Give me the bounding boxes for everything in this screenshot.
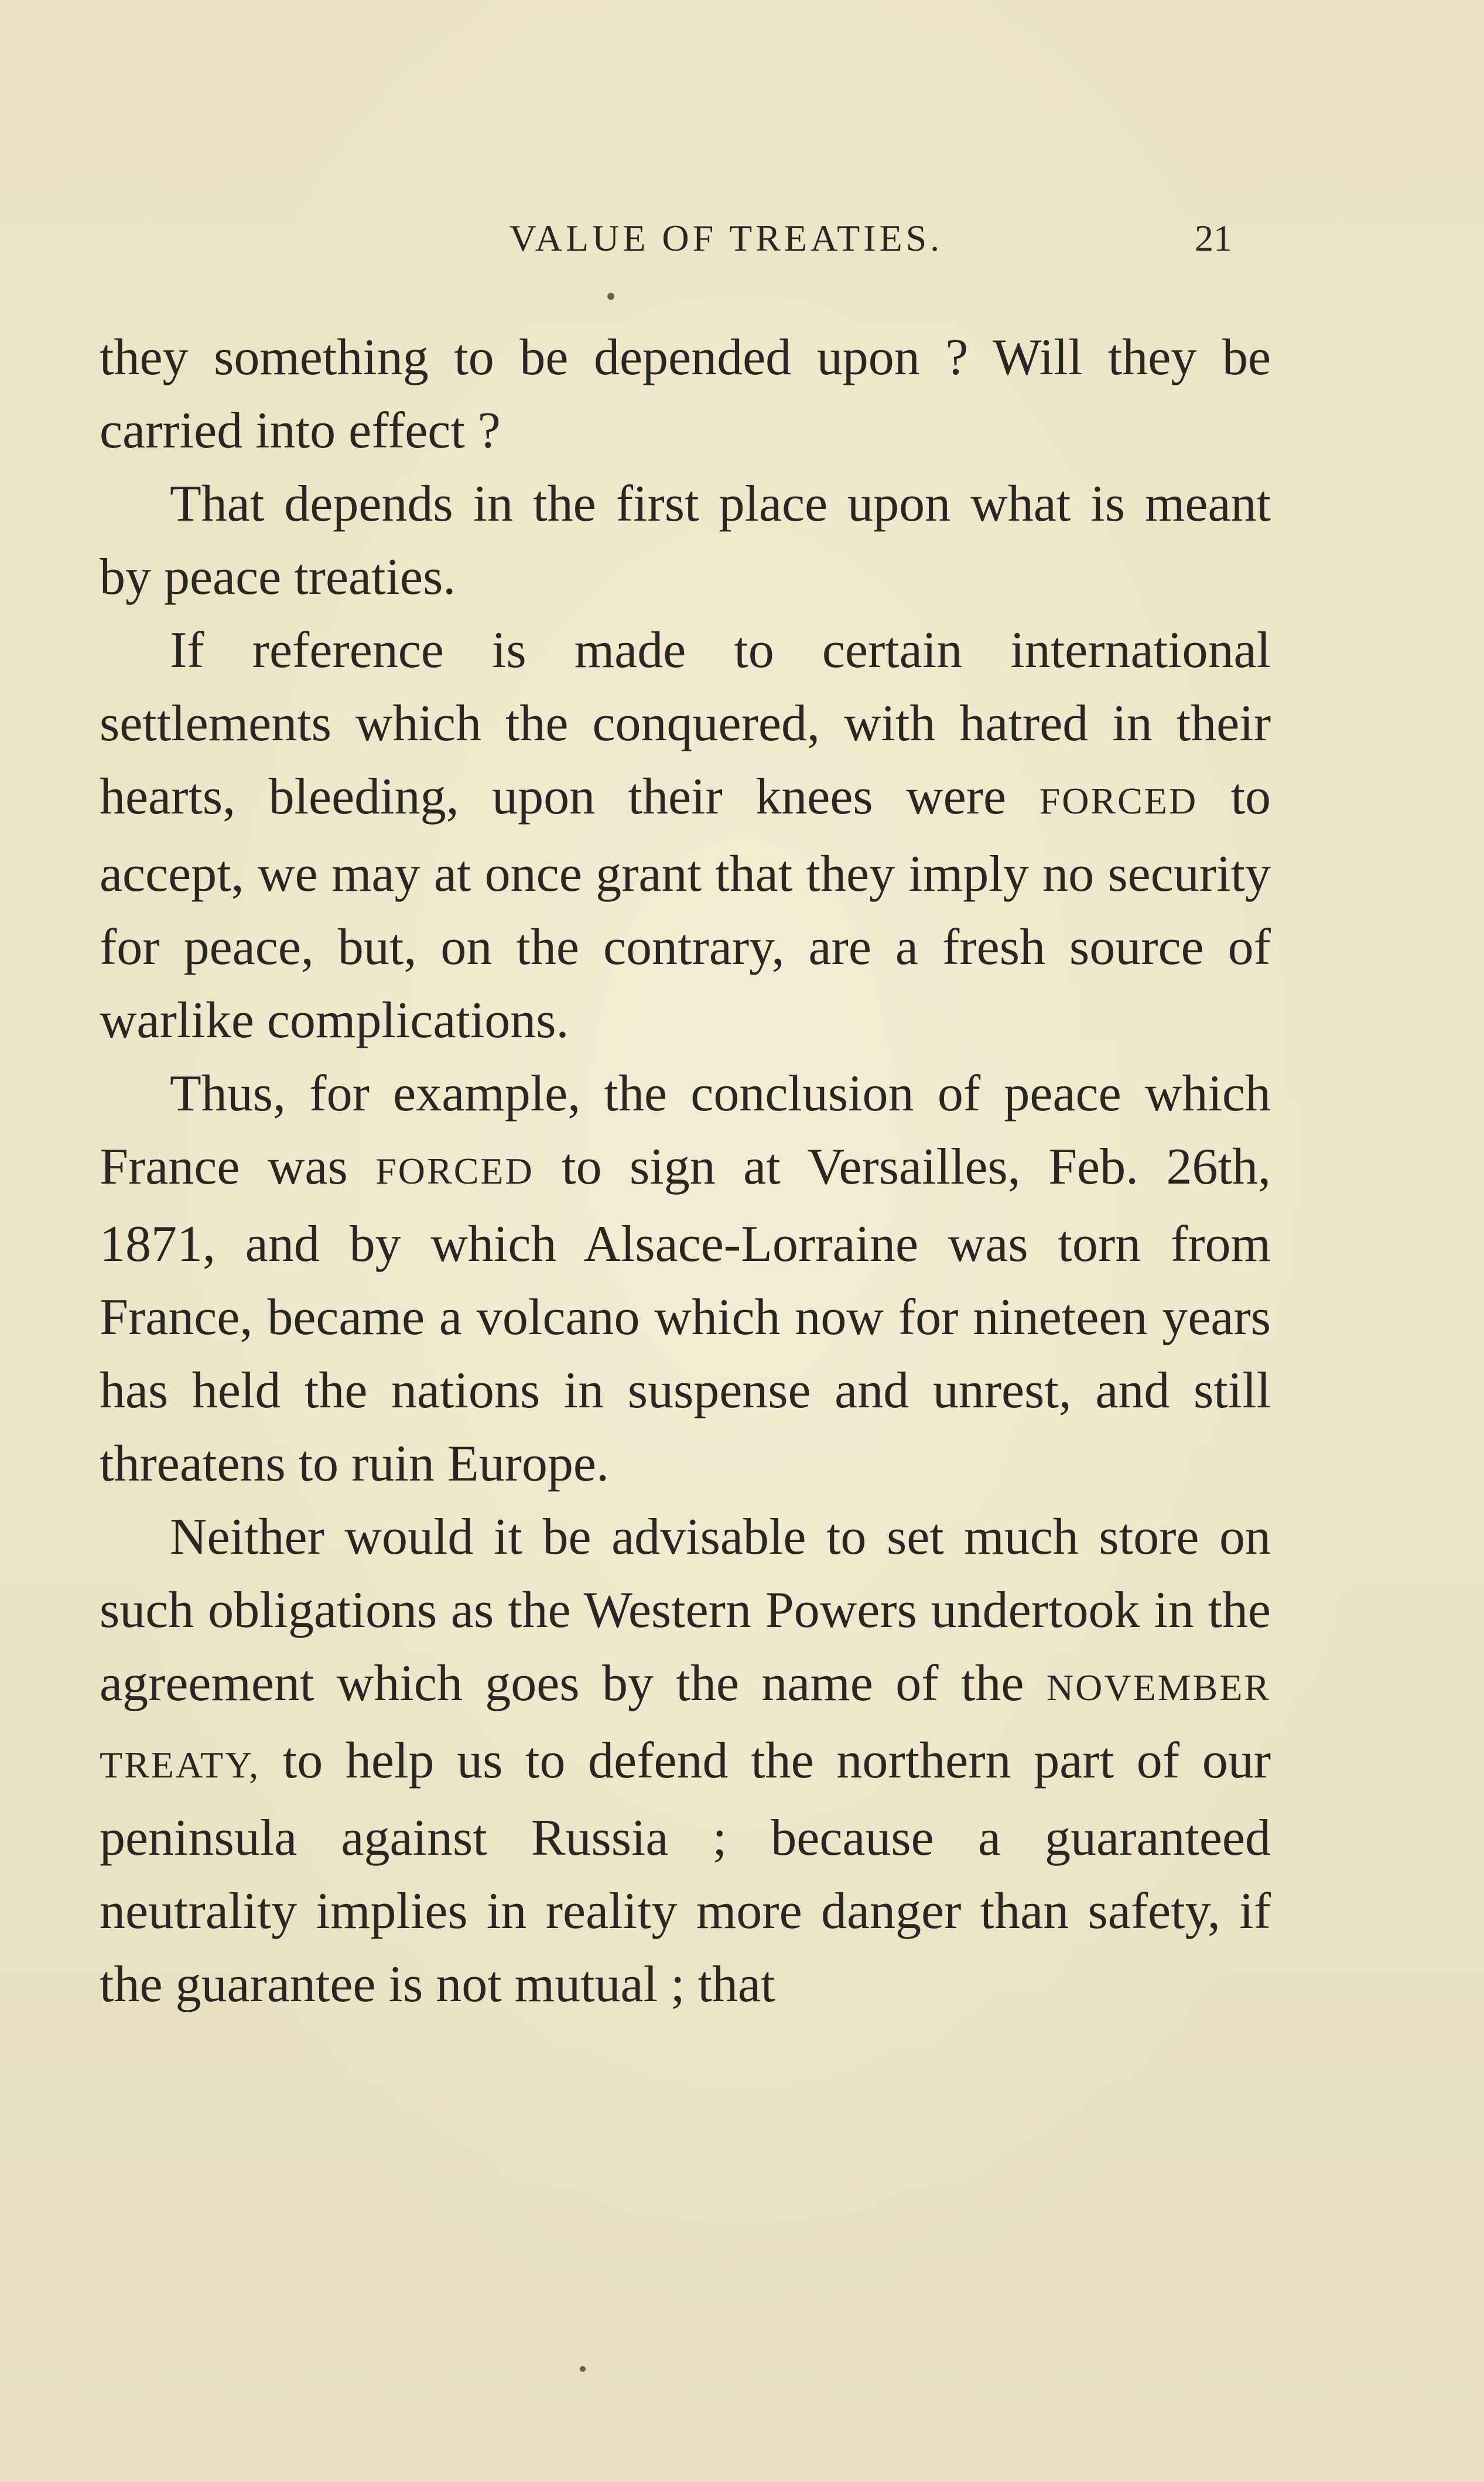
small-caps-november-treaty: NOVEMBER TREATY, bbox=[100, 1667, 1271, 1786]
paragraph-2-text: That depends in the first place upon what is meant by peace treaties. bbox=[100, 476, 1271, 606]
paragraph-1-text: they something to be depended upon ? Will they be carried into effect ? bbox=[100, 329, 1271, 459]
page-number: 21 bbox=[1195, 217, 1232, 259]
paragraph-4-text-a: Thus, for example, the conclusion of peace which France was bbox=[100, 1065, 1271, 1195]
paragraph-5-text-a: Neither would it be advisable to set much store on such obligations as the Western Powers undertook in the agreement which goes by the name of the bbox=[100, 1509, 1271, 1712]
body-text bbox=[100, 321, 1271, 2021]
paragraph-1 bbox=[100, 321, 1271, 467]
paragraph-5-text-b: to help us to defend the northern part of our peninsula against Russia ; because a guaranteed neutrality implies in reality more danger than safety, if the guarantee is not mutual ; that bbox=[100, 1732, 1271, 2013]
paragraph-3-text-b: to accept, we may at once grant that they imply no security for peace, but, on the contrary, are a fresh source of warlike complications. bbox=[100, 768, 1271, 1049]
small-caps-forced: FORCED bbox=[375, 1150, 534, 1192]
ink-speck bbox=[607, 293, 614, 300]
paragraph-3-text-a: If reference is made to certain international settlements which the conquered, with hatred in their hearts, bleeding, upon their knees were bbox=[100, 622, 1271, 825]
paragraph-5 bbox=[100, 1500, 1271, 2021]
small-caps-forced: FORCED bbox=[1039, 780, 1198, 822]
paragraph-3 bbox=[100, 614, 1271, 1057]
paragraph-4-text-b: to sign at Versailles, Feb. 26th, 1871, and by which Alsace-Lorraine was torn from France, became a volcano which now for nineteen years has held the nations in suspense and unrest, and still threatens to ruin Europe. bbox=[100, 1139, 1271, 1492]
ink-speck bbox=[580, 2366, 586, 2372]
paragraph-2 bbox=[100, 467, 1271, 614]
paragraph-4 bbox=[100, 1057, 1271, 1500]
running-title: VALUE OF TREATIES. bbox=[509, 217, 943, 259]
